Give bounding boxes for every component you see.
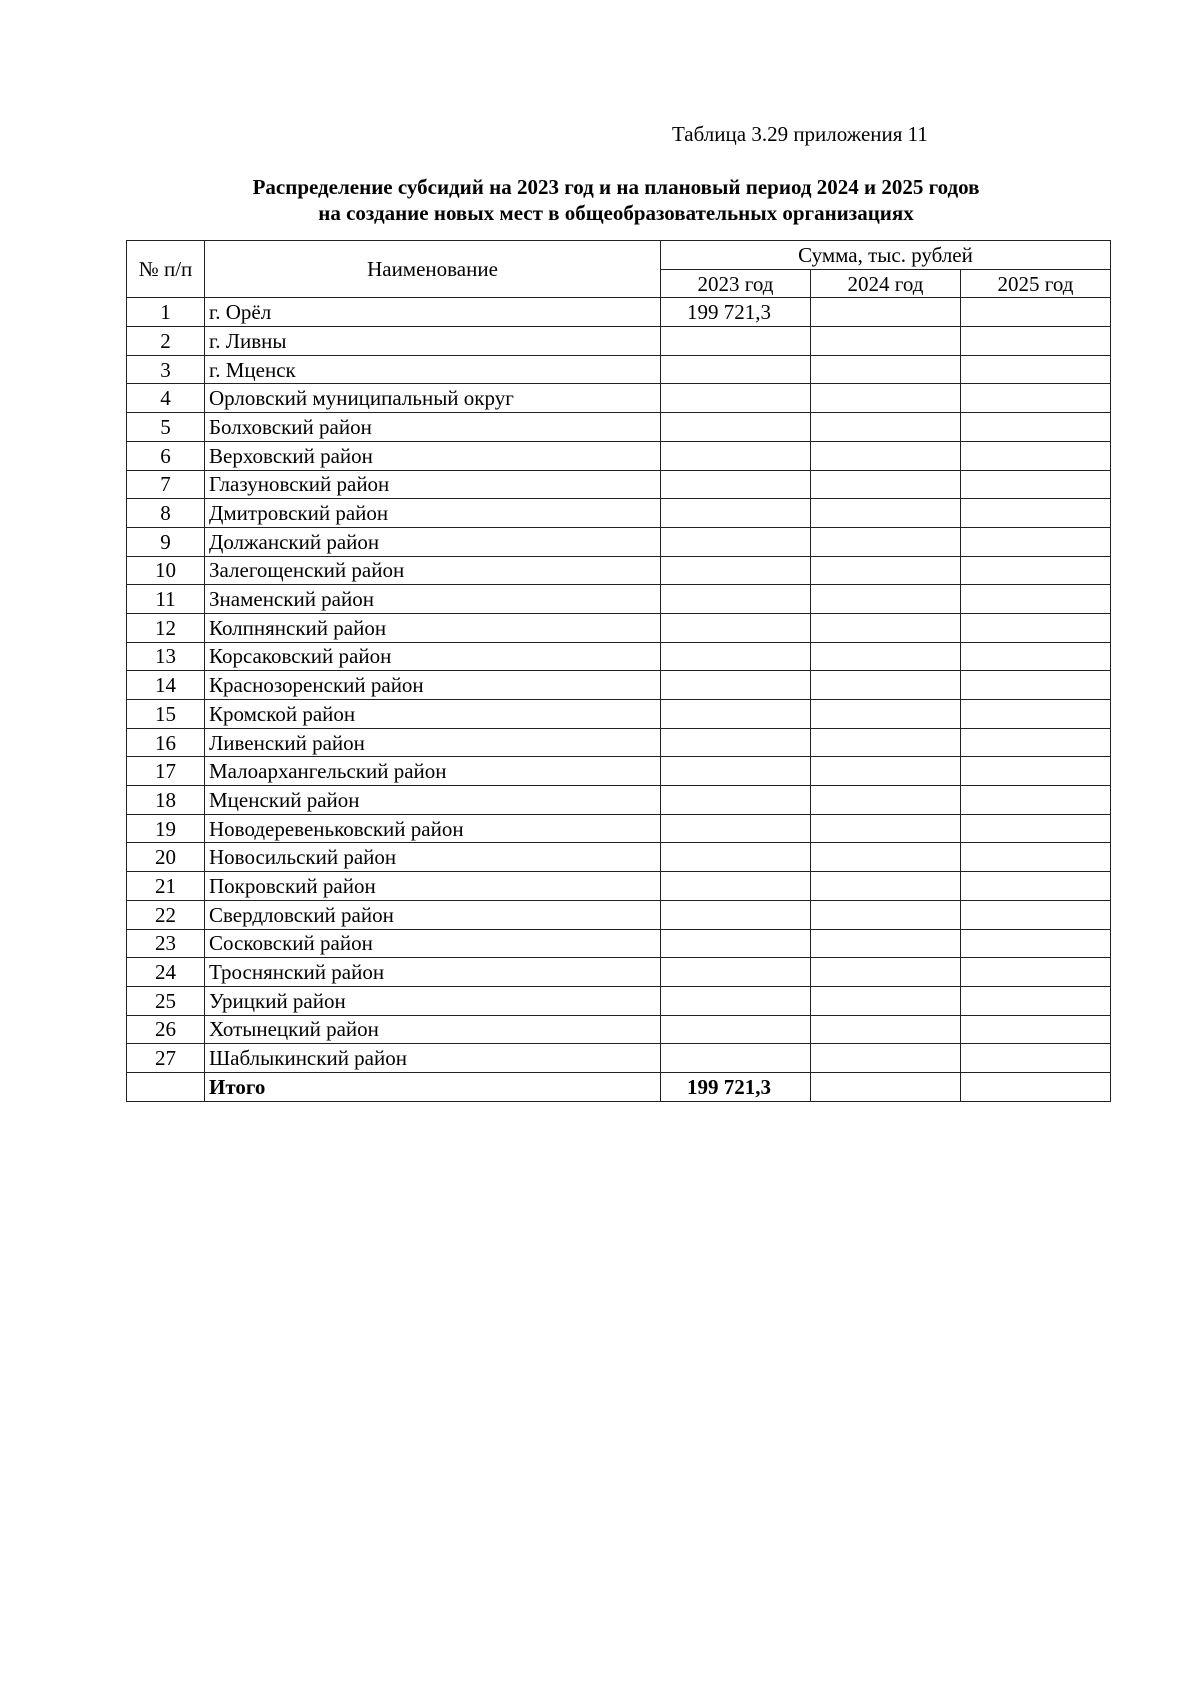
- table-row: [127, 298, 1111, 327]
- row-name: Урицкий район: [205, 986, 661, 1015]
- row-value-2024: [811, 929, 961, 958]
- table-row: [127, 671, 1111, 700]
- title-line-1: Распределение субсидий на 2023 год и на плановый период 2024 и 2025 годов: [252, 175, 980, 199]
- table-row: [127, 929, 1111, 958]
- row-value-2024: [811, 355, 961, 384]
- row-value-2023: [661, 355, 811, 384]
- row-value-2023: [661, 900, 811, 929]
- row-number: 1: [127, 298, 205, 327]
- row-number: 5: [127, 413, 205, 442]
- title-line-2: на создание новых мест в общеобразовательных организациях: [318, 201, 914, 225]
- total-2025: [961, 1072, 1111, 1101]
- row-number: 9: [127, 527, 205, 556]
- row-value-2023: [661, 1015, 811, 1044]
- row-value-2023: [661, 700, 811, 729]
- table-row: [127, 1044, 1111, 1073]
- row-value-2024: [811, 1044, 961, 1073]
- row-value-2024: [811, 613, 961, 642]
- row-value-2023: [661, 499, 811, 528]
- row-value-2023: [661, 441, 811, 470]
- row-number: 13: [127, 642, 205, 671]
- table-row: [127, 527, 1111, 556]
- row-name: Залегощенский район: [205, 556, 661, 585]
- row-value-2025: [961, 298, 1111, 327]
- subsidy-table: [126, 240, 1111, 1102]
- row-value-2024: [811, 470, 961, 499]
- row-name: Краснозоренский район: [205, 671, 661, 700]
- row-value-2025: [961, 671, 1111, 700]
- row-value-2024: [811, 499, 961, 528]
- table-row: [127, 413, 1111, 442]
- row-value-2025: [961, 441, 1111, 470]
- row-value-2025: [961, 872, 1111, 901]
- row-name: Корсаковский район: [205, 642, 661, 671]
- table-row: [127, 700, 1111, 729]
- row-value-2023: [661, 413, 811, 442]
- row-value-2024: [811, 728, 961, 757]
- table-row: [127, 843, 1111, 872]
- row-number: 12: [127, 613, 205, 642]
- row-value-2025: [961, 929, 1111, 958]
- table-row: [127, 613, 1111, 642]
- row-value-2023: [661, 384, 811, 413]
- row-name: Орловский муниципальный округ: [205, 384, 661, 413]
- row-value-2025: [961, 986, 1111, 1015]
- row-value-2023: [661, 872, 811, 901]
- row-number: 14: [127, 671, 205, 700]
- row-value-2025: [961, 728, 1111, 757]
- row-number: 3: [127, 355, 205, 384]
- row-value-2024: [811, 900, 961, 929]
- row-number: 24: [127, 958, 205, 987]
- row-value-2024: [811, 958, 961, 987]
- row-value-2024: [811, 413, 961, 442]
- row-value-2023: [661, 843, 811, 872]
- table-row: [127, 814, 1111, 843]
- row-value-2023: [661, 556, 811, 585]
- table-row: [127, 499, 1111, 528]
- table-row: [127, 958, 1111, 987]
- row-value-2025: [961, 1044, 1111, 1073]
- row-number: 16: [127, 728, 205, 757]
- row-name: Свердловский район: [205, 900, 661, 929]
- row-value-2023: 199 721,3: [661, 298, 811, 327]
- row-name: Новодеревеньковский район: [205, 814, 661, 843]
- row-name: Шаблыкинский район: [205, 1044, 661, 1073]
- row-number: 17: [127, 757, 205, 786]
- row-value-2023: [661, 671, 811, 700]
- row-value-2025: [961, 814, 1111, 843]
- row-name: Должанский район: [205, 527, 661, 556]
- table-row: [127, 441, 1111, 470]
- row-value-2024: [811, 786, 961, 815]
- row-value-2024: [811, 843, 961, 872]
- row-number: 21: [127, 872, 205, 901]
- row-value-2024: [811, 700, 961, 729]
- row-number: 25: [127, 986, 205, 1015]
- row-name: Хотынецкий район: [205, 1015, 661, 1044]
- row-value-2024: [811, 757, 961, 786]
- row-value-2023: [661, 642, 811, 671]
- row-name: Верховский район: [205, 441, 661, 470]
- row-value-2023: [661, 757, 811, 786]
- row-value-2024: [811, 556, 961, 585]
- row-number: 11: [127, 585, 205, 614]
- row-number: 15: [127, 700, 205, 729]
- header-row: [127, 241, 1111, 270]
- row-number: 10: [127, 556, 205, 585]
- row-number: 26: [127, 1015, 205, 1044]
- row-name: Мценский район: [205, 786, 661, 815]
- table-row: [127, 786, 1111, 815]
- row-value-2025: [961, 470, 1111, 499]
- row-name: Покровский район: [205, 872, 661, 901]
- row-number: 22: [127, 900, 205, 929]
- total-number-cell: [127, 1072, 205, 1101]
- row-number: 2: [127, 327, 205, 356]
- total-label: Итого: [205, 1072, 661, 1101]
- row-number: 8: [127, 499, 205, 528]
- row-number: 20: [127, 843, 205, 872]
- row-name: Знаменский район: [205, 585, 661, 614]
- table-row: [127, 728, 1111, 757]
- row-name: Сосковский район: [205, 929, 661, 958]
- table-row: [127, 1015, 1111, 1044]
- row-number: 18: [127, 786, 205, 815]
- row-value-2023: [661, 786, 811, 815]
- row-value-2025: [961, 585, 1111, 614]
- row-value-2025: [961, 556, 1111, 585]
- row-number: 4: [127, 384, 205, 413]
- col-header-number: № п/п: [127, 241, 205, 298]
- row-value-2023: [661, 527, 811, 556]
- col-header-2024: 2024 год: [811, 269, 961, 298]
- row-value-2023: [661, 986, 811, 1015]
- row-value-2023: [661, 327, 811, 356]
- col-header-sum: Сумма, тыс. рублей: [661, 241, 1111, 270]
- row-value-2023: [661, 1044, 811, 1073]
- row-value-2024: [811, 527, 961, 556]
- row-number: 7: [127, 470, 205, 499]
- table-row: [127, 986, 1111, 1015]
- table-row: [127, 900, 1111, 929]
- row-value-2024: [811, 872, 961, 901]
- row-value-2024: [811, 327, 961, 356]
- table-row: [127, 470, 1111, 499]
- row-value-2025: [961, 786, 1111, 815]
- table-reference: Таблица 3.29 приложения 11: [672, 122, 928, 146]
- table-row: [127, 556, 1111, 585]
- row-value-2025: [961, 1015, 1111, 1044]
- row-value-2025: [961, 384, 1111, 413]
- row-name: Кромской район: [205, 700, 661, 729]
- table-row: [127, 872, 1111, 901]
- row-name: Глазуновский район: [205, 470, 661, 499]
- row-name: Новосильский район: [205, 843, 661, 872]
- document-title: [120, 174, 1112, 226]
- row-name: Колпнянский район: [205, 613, 661, 642]
- row-value-2023: [661, 470, 811, 499]
- row-name: Ливенский район: [205, 728, 661, 757]
- row-name: Болховский район: [205, 413, 661, 442]
- total-2024: [811, 1072, 961, 1101]
- row-value-2023: [661, 958, 811, 987]
- col-header-name: Наименование: [205, 241, 661, 298]
- row-value-2023: [661, 814, 811, 843]
- total-2023: 199 721,3: [661, 1072, 811, 1101]
- row-value-2024: [811, 814, 961, 843]
- row-value-2025: [961, 700, 1111, 729]
- row-value-2025: [961, 613, 1111, 642]
- col-header-2023: 2023 год: [661, 269, 811, 298]
- row-value-2025: [961, 843, 1111, 872]
- row-number: 23: [127, 929, 205, 958]
- row-value-2025: [961, 327, 1111, 356]
- row-value-2024: [811, 441, 961, 470]
- row-value-2025: [961, 757, 1111, 786]
- table-row: [127, 355, 1111, 384]
- row-value-2025: [961, 958, 1111, 987]
- row-value-2025: [961, 413, 1111, 442]
- row-value-2023: [661, 585, 811, 614]
- row-name: Троснянский район: [205, 958, 661, 987]
- row-number: 6: [127, 441, 205, 470]
- row-name: г. Орёл: [205, 298, 661, 327]
- row-value-2025: [961, 499, 1111, 528]
- row-name: Малоархангельский район: [205, 757, 661, 786]
- row-number: 27: [127, 1044, 205, 1073]
- row-value-2025: [961, 900, 1111, 929]
- row-value-2023: [661, 929, 811, 958]
- row-value-2025: [961, 527, 1111, 556]
- total-row: [127, 1072, 1111, 1101]
- row-name: Дмитровский район: [205, 499, 661, 528]
- row-number: 19: [127, 814, 205, 843]
- row-value-2023: [661, 613, 811, 642]
- table-row: [127, 642, 1111, 671]
- row-value-2024: [811, 1015, 961, 1044]
- row-value-2024: [811, 298, 961, 327]
- table-row: [127, 384, 1111, 413]
- row-value-2024: [811, 585, 961, 614]
- row-name: г. Мценск: [205, 355, 661, 384]
- table-row: [127, 757, 1111, 786]
- table-row: [127, 585, 1111, 614]
- row-name: г. Ливны: [205, 327, 661, 356]
- row-value-2025: [961, 355, 1111, 384]
- row-value-2023: [661, 728, 811, 757]
- row-value-2025: [961, 642, 1111, 671]
- row-value-2024: [811, 986, 961, 1015]
- row-value-2024: [811, 642, 961, 671]
- row-value-2024: [811, 384, 961, 413]
- table-row: [127, 327, 1111, 356]
- row-value-2024: [811, 671, 961, 700]
- col-header-2025: 2025 год: [961, 269, 1111, 298]
